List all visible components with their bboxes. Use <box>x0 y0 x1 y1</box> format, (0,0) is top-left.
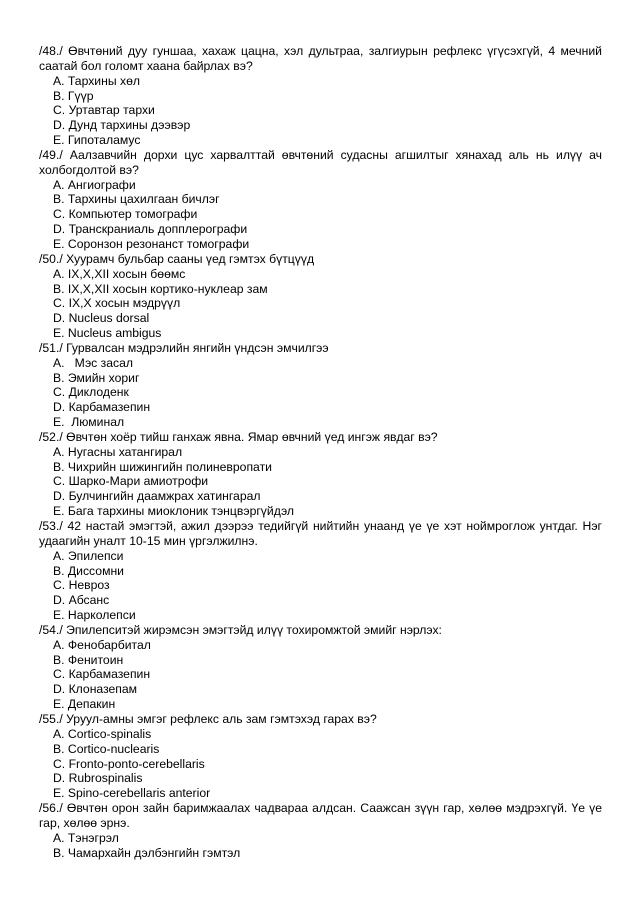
option: A. Фенобарбитал <box>53 637 151 652</box>
option: B. Фенитоин <box>53 652 124 667</box>
option: E. Nucleus ambigus <box>53 326 162 341</box>
option: C. Невроз <box>53 578 110 593</box>
question-number: /48./ <box>39 44 63 58</box>
option-list <box>39 831 602 861</box>
question-block <box>39 252 602 341</box>
question-number: /51./ <box>39 340 63 355</box>
option-list <box>39 727 602 801</box>
option: A. Нугасны хатангирал <box>53 444 183 459</box>
question-number: /52./ <box>39 429 63 444</box>
option: E. Соронзон резонанст томографи <box>53 236 250 251</box>
question-text: /51./ Гурвалсан мэдрэлийн янгийн үндсэн эмчилгээ <box>39 340 329 355</box>
option: C. Компьютер томографи <box>53 207 198 222</box>
option: B. Тархины цахилгаан бичлэг <box>53 192 220 207</box>
option: D. Nucleus dorsal <box>53 311 150 326</box>
question-block <box>39 519 602 623</box>
option-list <box>39 638 602 712</box>
option: A. Тархины хөл <box>53 73 140 88</box>
option: C. Карбамазепин <box>53 667 151 682</box>
option: B. Чамархайн дэлбэнгийн гэмтэл <box>53 845 241 860</box>
question-text: /50./ Хуурамч бульбар сааны үед гэмтэх бүтцүүд <box>39 251 315 266</box>
option: A. Эпилепси <box>53 548 124 563</box>
option-list <box>39 74 602 148</box>
option-list <box>39 549 602 623</box>
option: D. Булчингийн даамжрах хатингарал <box>53 489 261 504</box>
question-text: /52./ Өвчтөн хоёр тийш ганхаж явна. Ямар өвчний үед ингэж явдаг вэ? <box>39 429 438 444</box>
option: D. Дунд тархины дээвэр <box>53 118 191 133</box>
option: E. Гипоталамус <box>53 133 141 148</box>
option: E. Бага тархины миоклоник тэнцвэргүйдэл <box>53 504 295 519</box>
question-block <box>39 623 602 712</box>
question-number: /55./ <box>39 711 63 726</box>
option: D. Абсанс <box>53 593 110 608</box>
question-block <box>39 801 602 860</box>
option: B. Чихрийн шижингийн полиневропати <box>53 459 272 474</box>
option: E. Депакин <box>53 697 116 712</box>
question-block <box>39 430 602 519</box>
question-block <box>39 341 602 430</box>
question-block <box>39 712 602 801</box>
question-text: /55./ Уруул-амны эмгэг рефлекс аль зам гэмтэхэд гарах вэ? <box>39 711 377 726</box>
question-number: /54./ <box>39 622 63 637</box>
option: D. Rubrospinalis <box>53 771 143 786</box>
option: D. Клоназепам <box>53 682 138 697</box>
question-number: /49./ <box>39 147 63 162</box>
question-text: /53./ 42 настай эмэгтэй, ажил дээрээ тедийгүй нийтийн унаанд үе үе хэт ноймроглож унтдаг. Нэг удаагийн уналт 10-15 мин үргэлжилнэ. <box>39 519 602 548</box>
option-list <box>39 267 602 341</box>
option: A. Мэс засал <box>53 355 134 370</box>
question-number: /53./ <box>39 519 63 533</box>
option: C. Диклоденк <box>53 385 129 400</box>
document-page <box>39 44 602 860</box>
option: B. Эмийн хориг <box>53 370 140 385</box>
option: A. Тэнэгрэл <box>53 830 119 845</box>
question-number: /50./ <box>39 251 63 266</box>
question-text: /54./ Эпилепситэй жирэмсэн эмэгтэйд илүү тохиромжтой эмийг нэрлэх: <box>39 622 442 637</box>
question-text: /48./ Өвчтөний дуу гуншаа, хахаж цацна, хэл дультраа, залгиурын рефлекс үгүсэхгүй, 4 мечний саатай бол голомт хаана байрлах вэ? <box>39 44 602 73</box>
option: B. Диссомни <box>53 563 124 578</box>
option-list <box>39 356 602 430</box>
option-list <box>39 178 602 252</box>
question-text: /56./ Өвчтөн орон зайн баримжаалах чадвараа алдсан. Саажсан зүүн гар, хөлөө мэдрэхгүй. Үе үе гар, хөлөө эрнэ. <box>39 801 603 830</box>
option: A. Cortico-spinalis <box>53 726 152 741</box>
option: E. Spino-cerebellaris anterior <box>53 786 211 801</box>
question-block <box>39 44 602 148</box>
option: D. Транскраниаль допплерографи <box>53 222 248 237</box>
option: B. IX,X,XII хосын кортико-нуклеар зам <box>53 281 268 296</box>
question-number: /56./ <box>39 801 63 816</box>
option: B. Гүүр <box>53 88 94 103</box>
option: C. IX,X хосын мэдрүүл <box>53 296 181 311</box>
option-list <box>39 445 602 519</box>
option: C. Шарко-Мари амиотрофи <box>53 474 209 489</box>
option: E. Нарколепси <box>53 608 136 623</box>
option: C. Уртавтар тархи <box>53 103 155 118</box>
option: A. Ангиографи <box>53 177 136 192</box>
option: C. Fronto-ponto-cerebellaris <box>53 756 205 771</box>
option: A. IX,X,XII хосын бөөмс <box>53 266 186 281</box>
option: D. Карбамазепин <box>53 400 151 415</box>
question-text: /49./ Аалзавчийн дорхи цус харвалттай өвчтөний судасны агшилтыг хянахад аль нь илүү ач холбогдолтой вэ? <box>39 147 603 177</box>
option: E. Люминал <box>53 415 125 430</box>
question-block <box>39 148 602 252</box>
option: B. Cortico-nuclearis <box>53 741 160 756</box>
